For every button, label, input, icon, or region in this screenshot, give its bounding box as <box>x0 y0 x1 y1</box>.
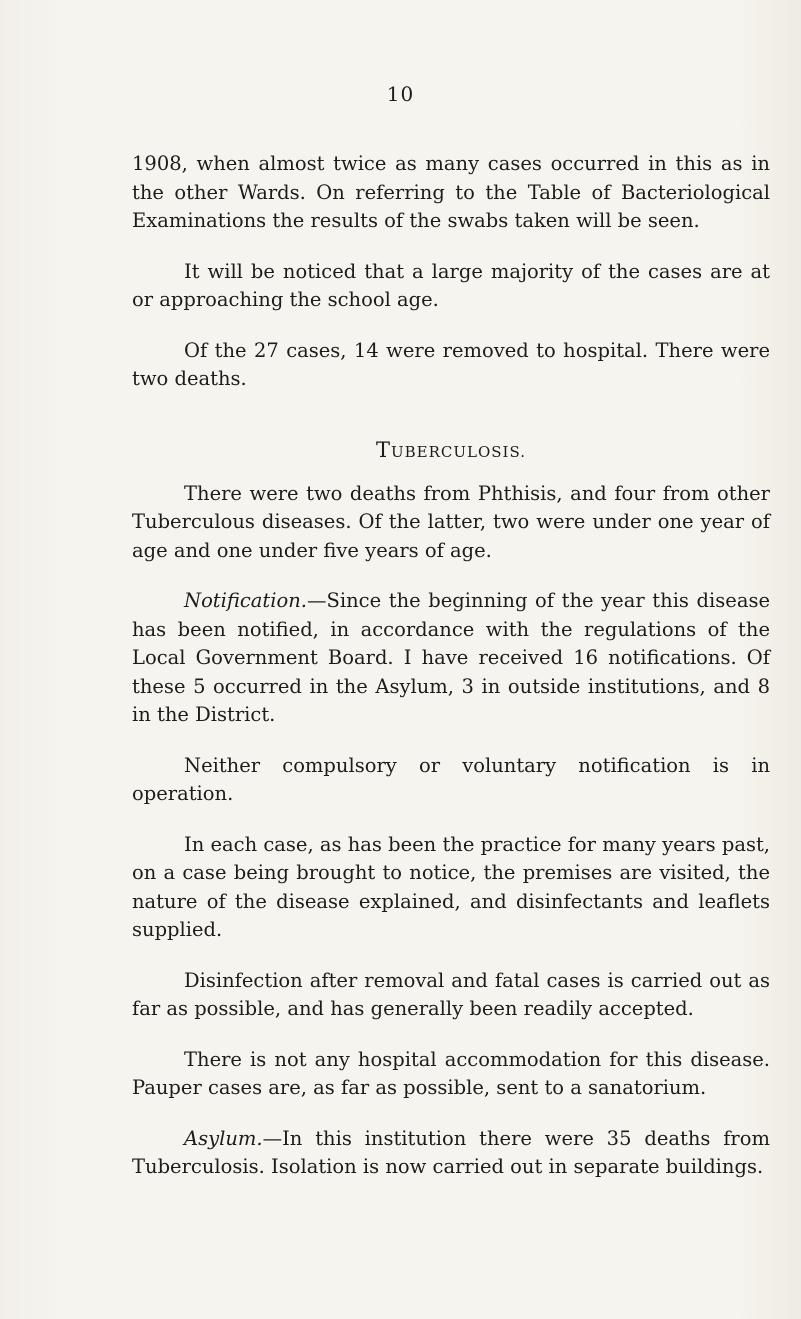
notification-label: Notification. <box>184 589 307 612</box>
notification-text: —Since the beginning of the year this disease has been notified, in accordance with the regulations of the Local Government Board. I have received 16 notifications. Of these 5 occurred in the Asylum, 3 in outside institutions, and 8 in the District. <box>132 589 770 726</box>
section-heading-tuberculosis <box>132 438 770 462</box>
asylum-label: Asylum. <box>184 1126 263 1150</box>
heading-initial: T <box>375 437 391 462</box>
page-body <box>132 150 770 1204</box>
paragraph-asylum <box>132 1125 770 1182</box>
paragraph-hospital-accommodation: There is not any hospital accommodation for this disease. Pauper cases are, as far as possible, sent to a sanatorium. <box>132 1047 770 1099</box>
paragraph-continuation: 1908, when almost twice as many cases occurred in this as in the other Wards. On referring to the Table of Bacteriological Examinations the results of the swabs taken will be seen. <box>132 152 770 232</box>
page-number: 10 <box>386 82 415 106</box>
paragraph-disinfection: Disinfection after removal and fatal cases is carried out as far as possible, and has generally been readily accepted. <box>132 968 770 1020</box>
paragraph-hospital-removals: Of the 27 cases, 14 were removed to hospital. There were two deaths. <box>132 338 770 390</box>
paragraph-notification <box>132 587 770 730</box>
paragraph-school-age: It will be noticed that a large majority of the cases are at or approaching the school age. <box>132 259 770 311</box>
paragraph-practice: In each case, as has been the practice for many years past, on a case being brought to notice, the premises are visited, the nature of the disease explained, and disinfectants and leaflets supplied. <box>132 832 770 941</box>
paragraph-compulsory-notification: Neither compulsory or voluntary notification is in operation. <box>132 753 770 805</box>
paragraph-tuberculosis-deaths: There were two deaths from Phthisis, and four from other Tuberculous diseases. Of the latter, two were under one year of age and one under five years of age. <box>132 481 770 562</box>
heading-rest: UBERCULOSIS. <box>391 442 526 461</box>
asylum-text: —In this institution there were 35 deaths from Tuberculosis. Isolation is now carried out in separate buildings. <box>132 1126 770 1178</box>
